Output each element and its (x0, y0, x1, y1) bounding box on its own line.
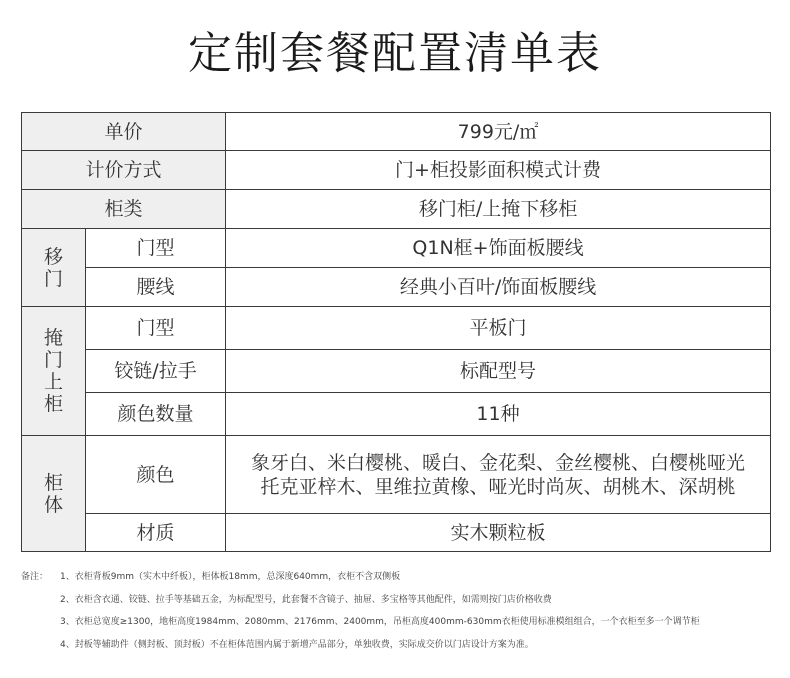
door-type-value: Q1N框+饰面板腰线 (226, 229, 771, 268)
color-list-line-1: 象牙白、米白樱桃、暖白、金花梨、金丝樱桃、白樱桃哑光 (251, 451, 746, 474)
color-count-value: 11种 (226, 393, 771, 436)
page-title: 定制套餐配置清单表 (188, 28, 602, 79)
group-sliding-door (22, 229, 86, 307)
table-row (22, 268, 771, 307)
group-label-sliding-door: 移门 (43, 245, 63, 290)
notes-section (21, 566, 781, 656)
row-label-door-type: 门型 (86, 307, 226, 350)
table-row (22, 229, 771, 268)
note-item (21, 611, 781, 634)
note-text: 1、衣柜背板9mm（实木中纤板），柜体板18mm，总深度640mm，衣柜不含双侧板 (60, 572, 401, 582)
cabinet-type-value: 移门柜/上掩下移柜 (226, 190, 771, 229)
color-list-line-2: 托克亚梓木、里维拉黄橡、哑光时尚灰、胡桃木、深胡桃 (260, 475, 736, 498)
group-label-hinged-upper: 掩门上柜 (43, 327, 63, 415)
note-text: 2、衣柜含衣通、铰链、拉手等基础五金，为标配型号，此套餐不含镜子、抽屉、多宝格等其他配件，如需则按门店价格收费 (60, 594, 552, 605)
row-label-pricing-method: 计价方式 (22, 151, 226, 190)
table-row (22, 393, 771, 436)
table-row (22, 514, 771, 552)
notes-heading: 备注： (21, 572, 49, 582)
row-label-hinge-handle: 铰链/拉手 (86, 350, 226, 393)
waistline-value: 经典小百叶/饰面板腰线 (226, 268, 771, 307)
table-row (22, 113, 771, 151)
table-row (22, 350, 771, 393)
unit-price-value: 799元/㎡ (226, 113, 771, 151)
note-text: 4、封板等辅助件（侧封板、顶封板）不在柜体范围内属于新增产品部分，单独收费，实际成交价以门店设计方案为准。 (60, 639, 534, 650)
row-label-waistline: 腰线 (86, 268, 226, 307)
note-text: 3、衣柜总宽度≥1300，地柜高度1984mm、2080mm、2176mm、2400mm，吊柜高度400mm-630mm衣柜使用标准模组组合，一个衣柜至多一个调节柜 (60, 617, 700, 627)
door-type-value: 平板门 (226, 307, 771, 350)
note-item (21, 589, 781, 612)
hinge-handle-value: 标配型号 (226, 350, 771, 393)
group-cabinet-body (22, 436, 86, 552)
row-label-unit-price: 单价 (22, 113, 226, 151)
group-label-cabinet-body: 柜体 (43, 471, 63, 516)
table-row (22, 307, 771, 350)
table-row (22, 151, 771, 190)
material-value: 实木颗粒板 (226, 514, 771, 552)
row-label-color: 颜色 (86, 436, 226, 514)
note-item (21, 566, 781, 589)
row-label-color-count: 颜色数量 (86, 393, 226, 436)
row-label-material: 材质 (86, 514, 226, 552)
group-hinged-upper (22, 307, 86, 436)
row-label-cabinet-type: 柜类 (22, 190, 226, 229)
note-item (21, 634, 781, 657)
config-table (21, 112, 771, 552)
table-row (22, 190, 771, 229)
color-value (226, 436, 771, 514)
table-row (22, 436, 771, 514)
row-label-door-type: 门型 (86, 229, 226, 268)
pricing-method-value: 门+柜投影面积模式计费 (226, 151, 771, 190)
